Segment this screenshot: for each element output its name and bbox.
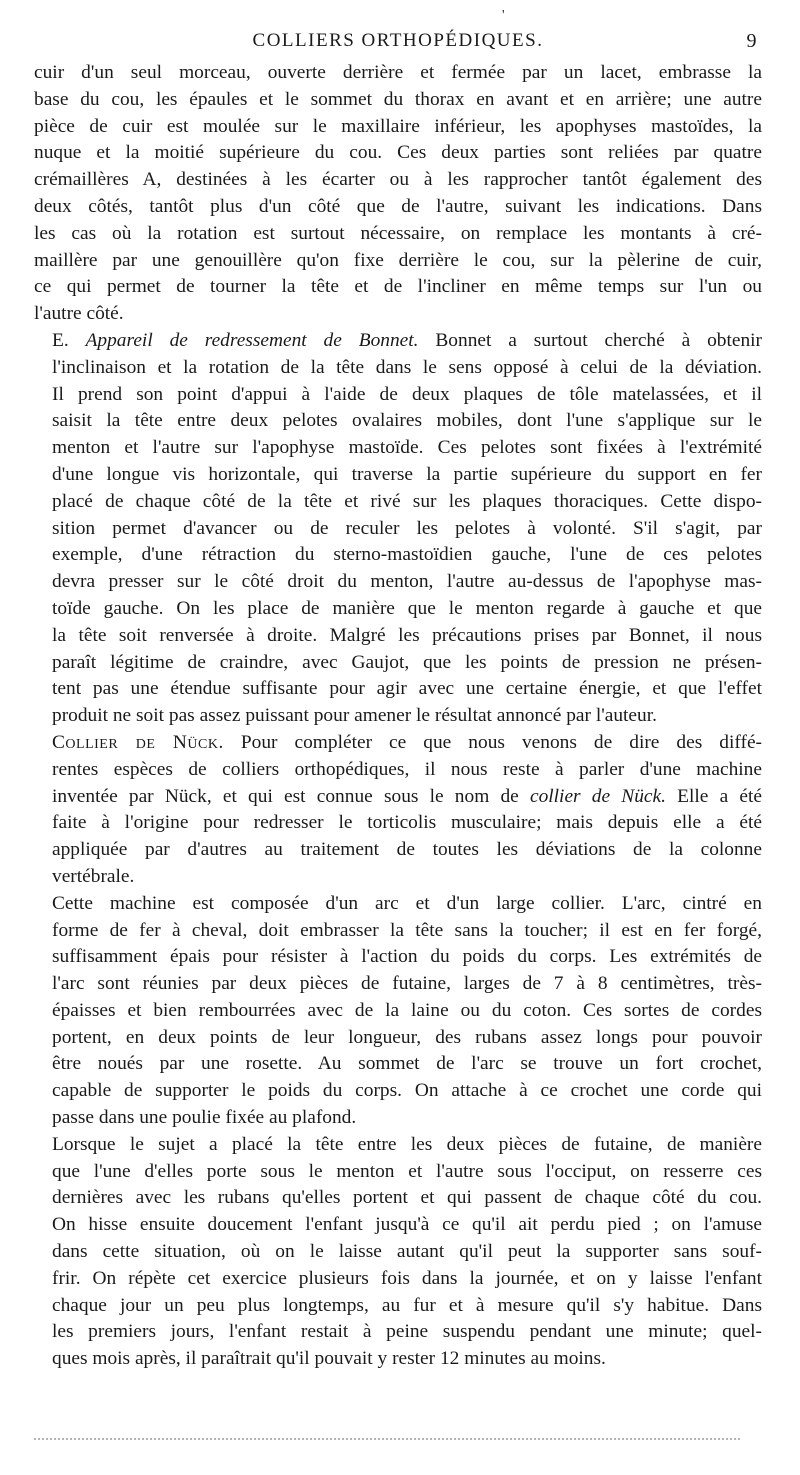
text-line: ques mois après, il paraîtrait qu'il pouvait y rester 12 minutes au moins. xyxy=(52,1348,606,1370)
text-line: sition permet d'avancer ou de reculer les pelotes à volonté. S'il s'agit, par xyxy=(52,517,762,539)
text-line: cuir d'un seul morceau, ouverte derrière et fermée par un lacet, embrasse la xyxy=(34,62,762,83)
text-line: On hisse ensuite doucement l'enfant jusqu'à ce qu'il ait perdu pied ; on l'amuse xyxy=(52,1214,762,1236)
text-line: dernières avec les rubans qu'elles portent et qui passent de chaque côté du cou. xyxy=(52,1187,762,1209)
text-line: faite à l'origine pour redresser le torticolis musculaire; mais depuis elle a été xyxy=(52,812,762,834)
text-line: épaisses et bien rembourrées avec de la laine ou du coton. Ces sortes de cordes xyxy=(52,999,762,1021)
text-line: d'une longue vis horizontale, qui traverse la partie supérieure du support en fer xyxy=(52,463,762,485)
text-run: inventée par Nück, et qui est connue sous le nom de xyxy=(52,785,530,807)
text-line: chaque jour un peu plus longtemps, au fur et à mesure qu'il s'y habitue. Dans xyxy=(52,1294,762,1316)
text-line: exemple, d'une rétraction du sterno-mastoïdien gauche, l'une de ces pelotes xyxy=(52,544,762,566)
text-line: deux côtés, tantôt plus d'un côté que de l'autre, suivant les indications. Dans xyxy=(34,195,762,217)
text-line: rentes espèces de colliers orthopédiques, il nous reste à parler d'une machine xyxy=(52,758,762,780)
page-number: 9 xyxy=(746,30,758,52)
text-line: ce qui permet de tourner la tête et de l'incliner en même temps sur l'un ou xyxy=(34,276,762,298)
text-line: dans cette situation, où on le laisse autant qu'il peut la supporter sans souf- xyxy=(52,1241,762,1263)
text-line: tent pas une étendue suffisante pour agir avec une certaine énergie, et que l'effet xyxy=(52,678,762,700)
text-line: nuque et la moitié supérieure du cou. Ces deux parties sont reliées par quatre xyxy=(34,142,762,164)
text-line: passe dans une poulie fixée au plafond. xyxy=(52,1107,357,1129)
text-line: Cette machine est composée d'un arc et d'un large collier. L'arc, cintré en xyxy=(52,892,762,914)
text-line: devra presser sur le côté droit du menton, l'autre au-dessus de l'apophyse mas- xyxy=(52,571,762,593)
text-line: paraît légitime de craindre, avec Gaujot, que les points de pression ne présen- xyxy=(52,651,762,673)
text-line: vertébrale. xyxy=(52,865,135,887)
text-run: Bonnet a surtout cherché à obtenir xyxy=(418,329,762,351)
paragraph xyxy=(34,891,762,1132)
text-line xyxy=(34,784,762,811)
text-line xyxy=(34,730,762,757)
text-line: pièce de cuir est moulée sur le maxillaire inférieur, les apophyses mastoïdes, la xyxy=(34,115,762,137)
running-header xyxy=(34,8,762,60)
text-line: crémaillères A, destinées à les écarter ou à les rapprocher tantôt également des xyxy=(34,169,762,191)
stray-mark: ' xyxy=(501,8,506,23)
paragraph xyxy=(34,1132,762,1373)
text-line: les premiers jours, l'enfant restait à peine suspendu pendant une minute; quel- xyxy=(52,1321,762,1343)
text-line: portent, en deux points de leur longueur, des rubans assez longs pour pouvoir xyxy=(52,1026,762,1048)
text-line: l'autre côté. xyxy=(34,303,124,325)
text-line: maillère par une genouillère qu'on fixe derrière le cou, sur la pèlerine de cuir, xyxy=(34,249,762,271)
text-line: que l'une d'elles porte sous le menton et l'autre sous l'occiput, on resserre ces xyxy=(52,1160,762,1182)
text-line: les cas où la rotation est surtout nécessaire, on remplace les montants à cré- xyxy=(34,222,762,244)
section-title: Collier de Nück. xyxy=(52,731,224,753)
text-line: saisit la tête entre deux pelotes ovalaires mobiles, dont l'une s'applique sur le xyxy=(52,410,762,432)
paragraph xyxy=(34,328,762,730)
text-run: Elle a été xyxy=(665,785,762,807)
text-line: Lorsque le sujet a placé la tête entre les deux pièces de futaine, de manière xyxy=(52,1133,762,1155)
text-line: placé de chaque côté de la tête et rivé sur les plaques thoraciques. Cette dispo- xyxy=(52,490,762,512)
text-line: forme de fer à cheval, doit embrasser la tête sans la toucher; il est en fer forgé, xyxy=(52,919,762,941)
text-line: suffisamment épais pour résister à l'action du poids du corps. Les extrémités de xyxy=(52,946,762,968)
text-line: Il prend son point d'appui à l'aide de deux plaques de tôle matelassées, et il xyxy=(52,383,762,405)
text-run: Pour compléter ce que nous venons de dire des diffé- xyxy=(223,731,763,753)
text-line: l'arc sont réunies par deux pièces de futaine, larges de 7 à 8 centimètres, très- xyxy=(52,973,762,995)
running-title: COLLIERS ORTHOPÉDIQUES. xyxy=(252,30,544,51)
section-letter: E. xyxy=(52,329,86,351)
text-line: être noués par une rosette. Au sommet de l'arc se trouve un fort crochet, xyxy=(52,1053,762,1075)
text-line: frir. On répète cet exercice plusieurs fois dans la journée, et on y laisse l'enfant xyxy=(52,1267,762,1289)
paragraph xyxy=(34,730,762,891)
text-line: la tête soit renversée à droite. Malgré les précautions prises par Bonnet, il nous xyxy=(52,624,762,646)
italic-term: collier de Nück. xyxy=(529,785,666,807)
page-body xyxy=(34,60,762,1373)
text-line: base du cou, les épaules et le sommet du thorax en avant et en arrière; une autre xyxy=(34,88,762,110)
text-line: l'inclinaison et la rotation de la tête dans le sens opposé à celui de la déviation. xyxy=(52,356,762,378)
text-line: capable de supporter le poids du corps. On attache à ce crochet une corde qui xyxy=(52,1080,762,1102)
text-line: produit ne soit pas assez puissant pour amener le résultat annoncé par l'auteur. xyxy=(52,705,657,727)
text-line: appliquée par d'autres au traitement de toutes les déviations de la colonne xyxy=(52,839,762,861)
section-title: Appareil de redressement de Bonnet. xyxy=(85,329,419,351)
paragraph xyxy=(34,60,762,328)
text-line xyxy=(34,328,762,355)
text-line: toïde gauche. On les place de manière que le menton regarde à gauche et que xyxy=(52,597,762,619)
footer-rule xyxy=(34,1438,740,1440)
text-line: menton et l'autre sur l'apophyse mastoïde. Ces pelotes sont fixées à l'extrémité xyxy=(52,437,762,459)
